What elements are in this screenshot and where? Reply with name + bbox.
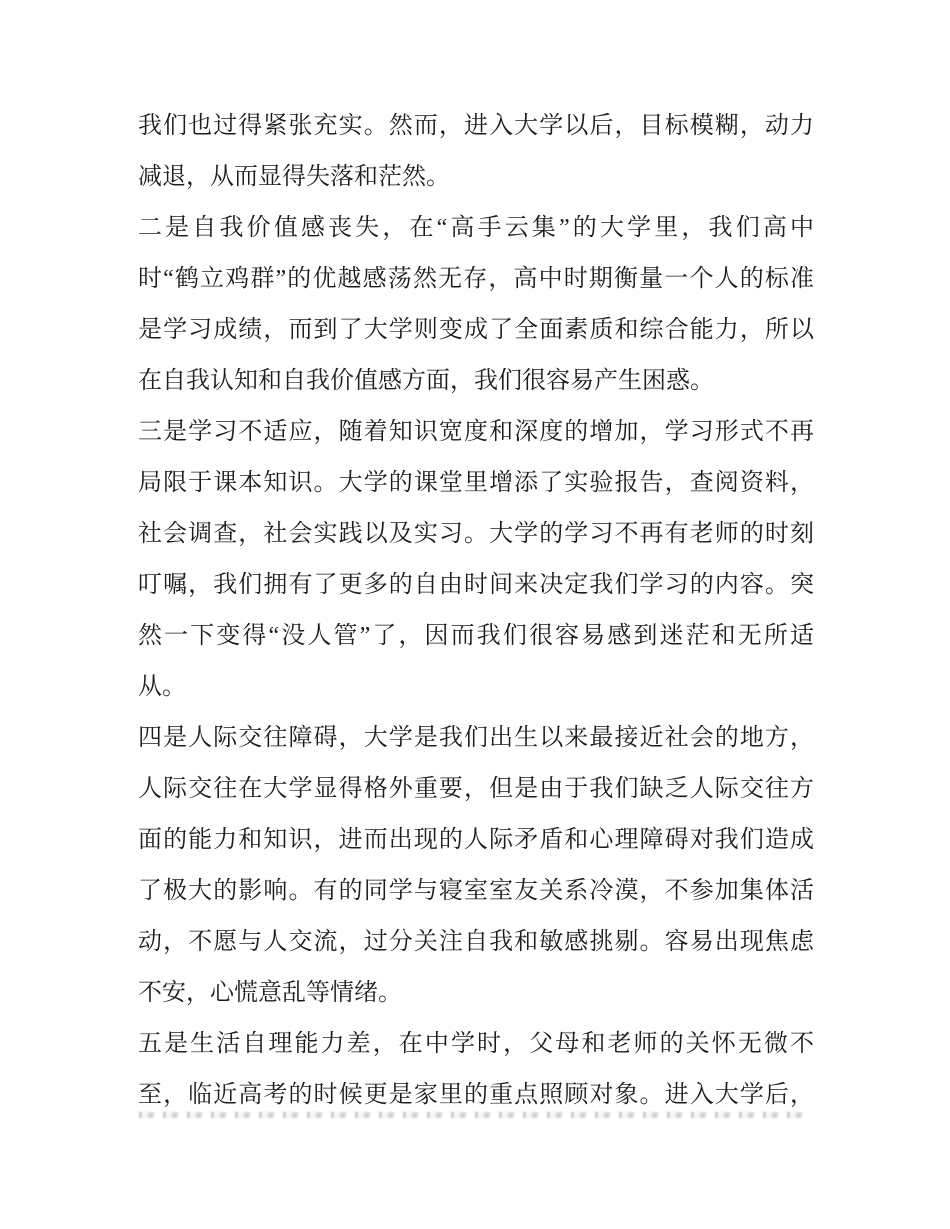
text-line: 人际交往在大学显得格外重要，但是由于我们缺乏人际交往方 <box>138 776 814 802</box>
text-line: 四是人际交往障碍，大学是我们出生以来最接近社会的地方， <box>138 725 814 751</box>
text-line: 三是学习不适应，随着知识宽度和深度的增加，学习形式不再 <box>138 419 814 445</box>
text-line: 局限于课本知识。大学的课堂里增添了实验报告，查阅资料， <box>138 470 814 496</box>
text-line: 动，不愿与人交流，过分关注自我和敏感挑剔。容易出现焦虑 <box>138 929 814 955</box>
text-line: 二是自我价值感丧失，在“高手云集”的大学里，我们高中 <box>138 215 814 241</box>
text-line: 我们也过得紧张充实。然而，进入大学以后，目标模糊，动力 <box>138 113 814 139</box>
text-line: 社会调查，社会实践以及实习。大学的学习不再有老师的时刻 <box>138 521 814 547</box>
text-line: 面的能力和知识，进而出现的人际矛盾和心理障碍对我们造成 <box>138 827 814 853</box>
text-line: 减退，从而显得失落和茫然。 <box>138 164 450 190</box>
text-line: 在自我认知和自我价值感方面，我们很容易产生困惑。 <box>138 368 714 394</box>
text-line: 从。 <box>138 674 186 700</box>
text-line: 了极大的影响。有的同学与寝室室友关系冷漠，不参加集体活 <box>138 878 814 904</box>
text-line: 叮嘱，我们拥有了更多的自由时间来决定我们学习的内容。突 <box>138 572 814 598</box>
text-line: 不安，心慌意乱等情绪。 <box>138 980 402 1006</box>
text-line: 时“鹤立鸡群”的优越感荡然无存，高中时期衡量一个人的标准 <box>138 266 814 292</box>
document-body-text <box>138 101 814 1121</box>
text-line: 至，临近高考的时候更是家里的重点照顾对象。进入大学后， <box>138 1082 814 1108</box>
clipped-next-line-sliver <box>139 1112 811 1118</box>
text-line: 五是生活自理能力差，在中学时，父母和老师的关怀无微不 <box>138 1031 814 1057</box>
text-line: 然一下变得“没人管”了，因而我们很容易感到迷茫和无所适 <box>138 623 814 649</box>
text-line: 是学习成绩，而到了大学则变成了全面素质和综合能力，所以 <box>138 317 814 343</box>
